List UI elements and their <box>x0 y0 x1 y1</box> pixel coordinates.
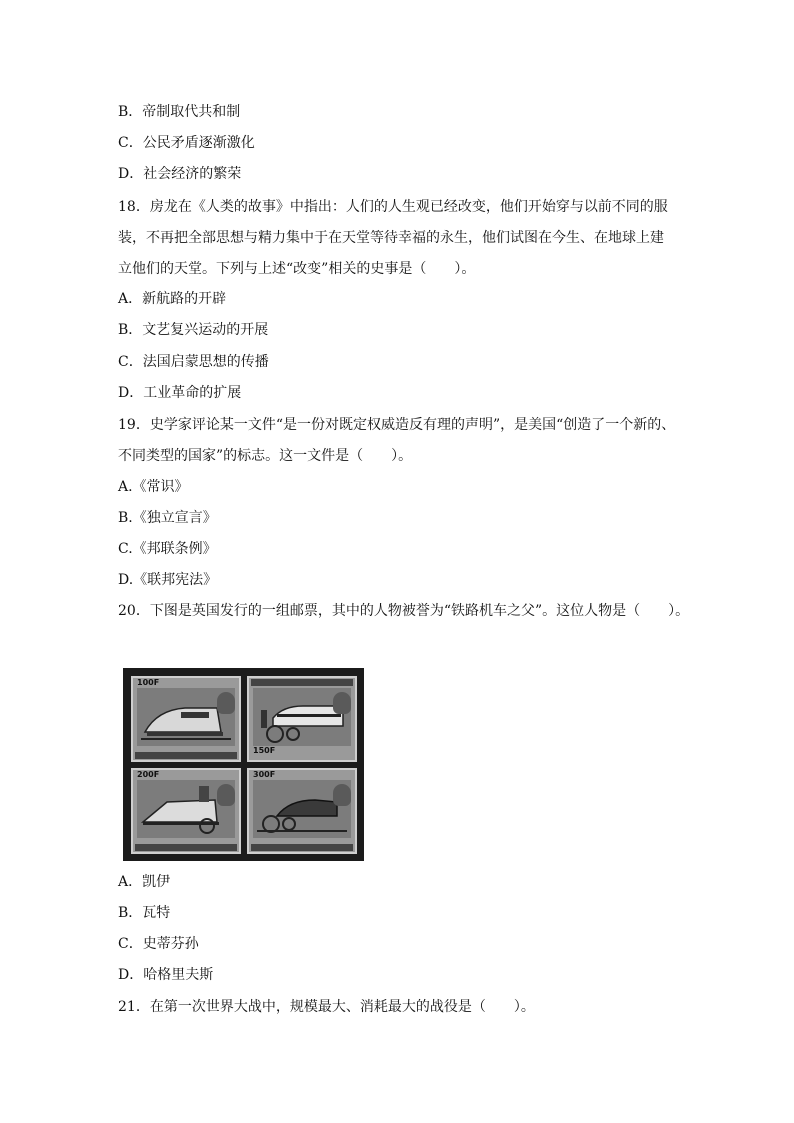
option-a-q19: A.《常识》 <box>118 479 189 495</box>
option-b-q19: B.《独立宣言》 <box>118 510 217 526</box>
option-a-q18: A．新航路的开辟 <box>118 291 227 307</box>
option-d-q20: D．哈格里夫斯 <box>118 967 214 983</box>
question-18-line-1: 18．房龙在《人类的故事》中指出：人们的人生观已经改变，他们开始穿与以前不同的服 <box>118 199 668 215</box>
option-c-q18: C．法国启蒙思想的传播 <box>118 354 269 370</box>
question-18-line-3: 立他们的天堂。下列与上述“改变”相关的史事是（ ）。 <box>118 261 476 277</box>
question-19-line-1: 19．史学家评论某一文件“是一份对既定权威造反有理的声明”，是美国“创造了一个新的、 <box>118 417 676 433</box>
option-d-q18: D．工业革命的扩展 <box>118 385 242 401</box>
option-a-q20: A．凯伊 <box>118 874 171 890</box>
option-d-q19: D.《联邦宪法》 <box>118 572 218 588</box>
option-c-q20: C．史蒂芬孙 <box>118 936 199 952</box>
stamp-denomination: 200F <box>137 770 160 779</box>
option-c-q17: C．公民矛盾逐渐激化 <box>118 135 255 151</box>
portrait-icon <box>333 692 351 714</box>
question-20-line-1: 20．下图是英国发行的一组邮票，其中的人物被誉为“铁路机车之父”。这位人物是（ ）。 <box>118 603 690 619</box>
option-b-q20: B．瓦特 <box>118 905 171 921</box>
question-21-line-1: 21．在第一次世界大战中，规模最大、消耗最大的战役是（ ）。 <box>118 999 535 1015</box>
stamp-sheet-image <box>123 668 364 861</box>
stamp-100 <box>131 676 241 762</box>
stamp-caption-band <box>251 679 353 686</box>
stamp-caption-band <box>251 844 353 851</box>
stamp-caption-band <box>135 844 237 851</box>
question-19-line-2: 不同类型的国家”的标志。这一文件是（ ）。 <box>118 448 413 464</box>
stamp-150 <box>247 676 357 762</box>
stamp-denomination: 100F <box>137 678 160 687</box>
option-b-q18: B．文艺复兴运动的开展 <box>118 322 269 338</box>
question-18-line-2: 装，不再把全部思想与精力集中于在天堂等待幸福的永生，他们试图在今生、在地球上建 <box>118 230 664 246</box>
stamp-200 <box>131 768 241 854</box>
option-c-q19: C.《邦联条例》 <box>118 541 217 557</box>
portrait-icon <box>333 784 351 806</box>
stamp-300 <box>247 768 357 854</box>
option-d-q17: D．社会经济的繁荣 <box>118 166 242 182</box>
option-b-q17: B．帝制取代共和制 <box>118 104 241 120</box>
stamp-denomination: 300F <box>253 770 276 779</box>
stamp-caption-band <box>135 752 237 759</box>
portrait-icon <box>217 692 235 714</box>
portrait-icon <box>217 784 235 806</box>
stamp-denomination: 150F <box>253 746 276 755</box>
